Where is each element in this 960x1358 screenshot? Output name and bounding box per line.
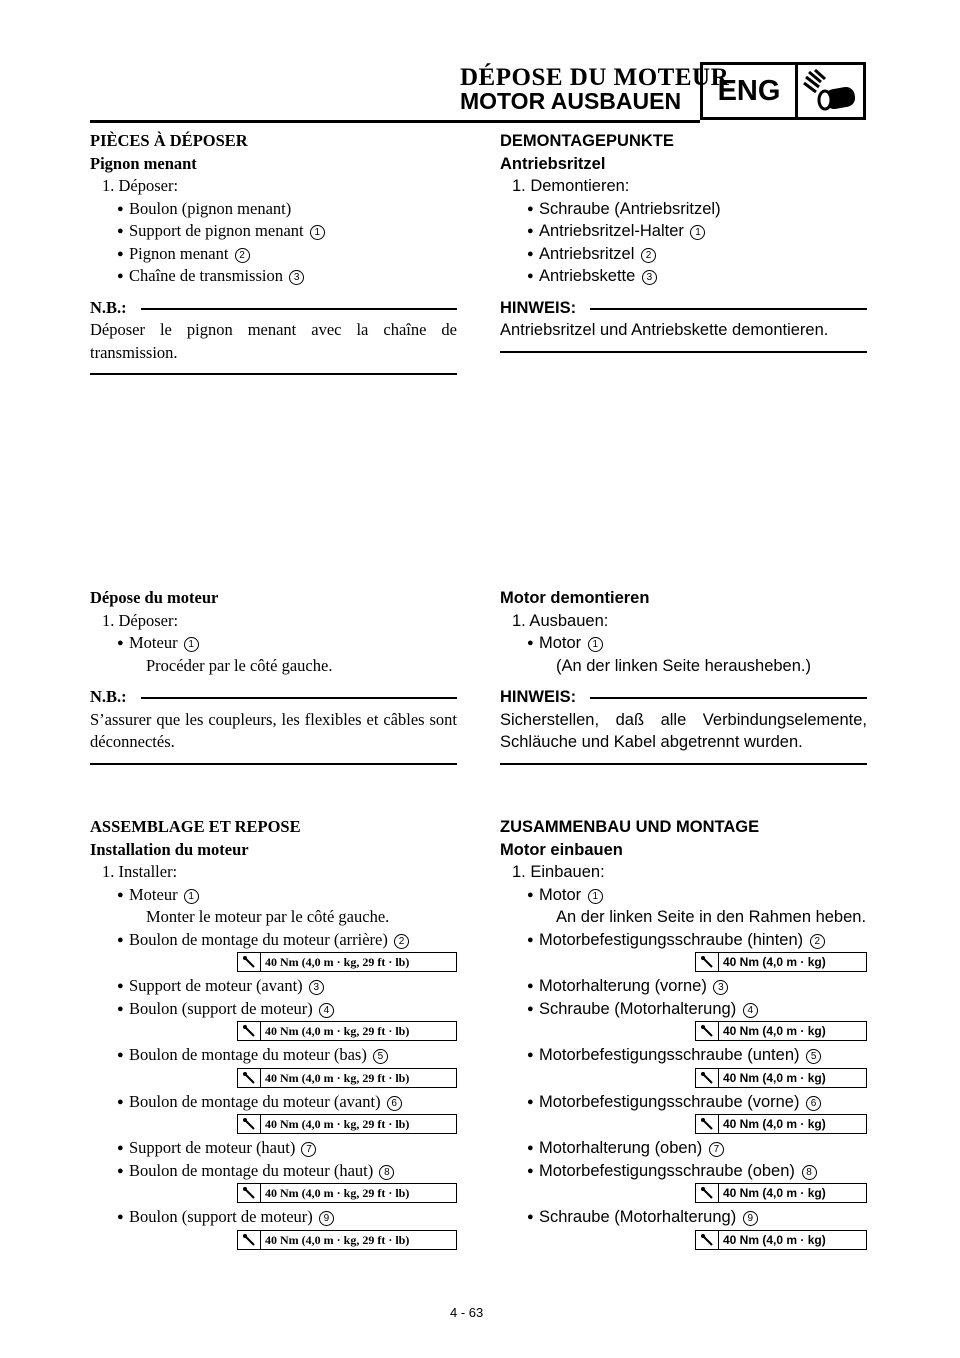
callout-number: 3 [289, 270, 304, 285]
list-item [90, 220, 457, 243]
torque-spec [500, 1183, 867, 1203]
torque-spec [500, 1114, 867, 1134]
list-item [500, 198, 867, 221]
torque-spec [90, 1114, 457, 1134]
callout-number: 5 [373, 1049, 388, 1064]
s2-de-step: 1. Ausbauen: [512, 611, 609, 630]
note-box [90, 297, 457, 376]
callout-number: 8 [379, 1165, 394, 1180]
list-item-text: Support de moteur (avant) [129, 976, 303, 995]
list-item [500, 884, 867, 907]
list-item-text: Chaîne de transmission [129, 266, 283, 285]
torque-value: 40 Nm (4,0 m · kg) [723, 1024, 826, 1038]
note-box [90, 686, 457, 765]
list-item-text: Boulon de montage du moteur (avant) [129, 1091, 381, 1111]
s1-fr-subheading: Pignon menant [90, 153, 197, 173]
list-item-text: Support de moteur (haut) [129, 1138, 296, 1157]
torque-wrench-icon [696, 1231, 719, 1249]
torque-wrench-icon [696, 1069, 719, 1087]
note-text: S’assurer que les coupleurs, les flexibles et câbles sont déconnectés. [90, 709, 457, 751]
torque-wrench-icon [696, 1115, 719, 1133]
torque-spec [90, 1021, 457, 1041]
s2-de-block [500, 587, 867, 765]
note-text: Déposer le pignon menant avec la chaîne de transmission. [90, 320, 457, 362]
s1-de-heading: DEMONTAGEPUNKTE [500, 132, 674, 150]
s3-fr-subheading: Installation du moteur [90, 839, 249, 859]
callout-number: 6 [387, 1096, 402, 1111]
list-item [90, 243, 457, 266]
callout-number: 5 [806, 1049, 821, 1064]
list-item [90, 929, 457, 952]
page-title-fr: DÉPOSE DU MOTEUR [460, 64, 730, 91]
s3-de-heading: ZUSAMMENBAU UND MONTAGE [500, 818, 760, 836]
list-item [90, 1044, 457, 1067]
note-end-rule [90, 763, 457, 765]
list-item-text: Motorhalterung (oben) [539, 1139, 703, 1157]
s3-de-step: 1. Einbauen: [512, 863, 605, 881]
note-end-rule [90, 373, 457, 375]
s3-fr-heading: ASSEMBLAGE ET REPOSE [90, 817, 301, 836]
s1-fr-step: 1. Déposer: [102, 176, 179, 195]
torque-value: 40 Nm (4,0 m · kg, 29 ft · lb) [265, 1024, 410, 1038]
callout-number: 2 [810, 934, 825, 949]
page-number: 4 - 63 [450, 1305, 484, 1320]
list-item [90, 198, 457, 221]
callout-number: 8 [802, 1165, 817, 1180]
callout-number: 3 [309, 980, 324, 995]
callout-number: 7 [301, 1142, 316, 1157]
list-item-text: Boulon (support de moteur) [129, 1207, 313, 1226]
list-item-text: Schraube (Motorhalterung) [539, 999, 737, 1018]
torque-value: 40 Nm (4,0 m · kg) [723, 1070, 826, 1085]
list-item-text: Boulon de montage du moteur (arrière) [129, 929, 388, 949]
list-item-continuation: Monter le moteur par le côté gauche. [146, 907, 390, 926]
list-item [90, 1160, 457, 1183]
list-item-text: Boulon (support de moteur) [129, 998, 313, 1018]
torque-wrench-icon [238, 1231, 261, 1249]
torque-spec [90, 1183, 457, 1203]
torque-wrench-icon [238, 1022, 261, 1040]
list-item-text: Motorbefestigungsschraube (oben) [539, 1161, 795, 1180]
note-box [500, 297, 867, 353]
list-item-continuation: Procéder par le côté gauche. [146, 655, 333, 675]
s2-fr-subheading: Dépose du moteur [90, 588, 219, 607]
torque-spec [500, 952, 867, 972]
note-label: HINWEIS: [500, 686, 867, 709]
list-item [500, 929, 867, 952]
s3-fr-step: 1. Installer: [102, 862, 178, 881]
list-item-text: Boulon de montage du moteur (bas) [129, 1045, 367, 1064]
torque-spec [90, 1230, 457, 1250]
torque-spec [500, 1230, 867, 1250]
torque-value: 40 Nm (4,0 m · kg) [723, 1186, 826, 1200]
callout-number: 2 [235, 248, 250, 263]
list-item [90, 1206, 457, 1229]
s1-fr-block [90, 130, 457, 375]
callout-number: 1 [588, 637, 603, 652]
list-item-text: Antriebsritzel [539, 244, 635, 263]
list-item [90, 1137, 457, 1160]
callout-number: 1 [184, 889, 199, 904]
note-end-rule [500, 763, 867, 765]
torque-spec [90, 1068, 457, 1088]
s3-de-subheading: Motor einbauen [500, 840, 623, 859]
torque-spec [500, 1068, 867, 1088]
list-item [500, 243, 867, 266]
page-title-de: MOTOR AUSBAUEN [460, 88, 682, 114]
callout-number: 1 [184, 637, 199, 652]
callout-number: 1 [588, 889, 603, 904]
note-label: HINWEIS: [500, 297, 867, 320]
torque-wrench-icon [238, 1069, 261, 1087]
list-item-text: Motor [539, 885, 582, 904]
list-item-text: Boulon (pignon menant) [129, 198, 292, 218]
list-item-text: Boulon de montage du moteur (haut) [129, 1160, 374, 1180]
callout-number: 4 [319, 1003, 334, 1018]
torque-wrench-icon [696, 1022, 719, 1040]
note-end-rule [500, 351, 867, 353]
torque-value: 40 Nm (4,0 m · kg, 29 ft · lb) [265, 1117, 410, 1131]
list-item-continuation: (An der linken Seite herausheben.) [556, 656, 811, 675]
s2-fr-block [90, 587, 457, 765]
s3-de-block [500, 816, 867, 1253]
list-item [500, 975, 867, 998]
list-item-text: Schraube (Motorhalterung) [539, 1208, 737, 1226]
note-label: N.B.: [90, 297, 457, 320]
list-item [500, 998, 867, 1021]
list-item-text: Pignon menant [129, 243, 229, 263]
torque-spec [500, 1021, 867, 1041]
s2-fr-step: 1. Déposer: [102, 610, 179, 630]
s3-fr-block [90, 816, 457, 1253]
list-item [500, 1137, 867, 1160]
list-item [90, 1091, 457, 1114]
torque-value: 40 Nm (4,0 m · kg, 29 ft · lb) [265, 1070, 410, 1085]
list-item-text: Motorbefestigungsschraube (vorne) [539, 1092, 800, 1111]
list-item-text: Schraube (Antriebsritzel) [539, 199, 721, 218]
list-item-text: Motor [539, 634, 582, 652]
torque-wrench-icon [238, 1184, 261, 1202]
note-label: N.B.: [90, 686, 457, 709]
engine-icon [798, 65, 863, 117]
s1-de-block [500, 130, 867, 353]
callout-number: 9 [743, 1211, 758, 1226]
list-item-text: Antriebskette [539, 267, 636, 285]
list-item [500, 632, 867, 655]
note-text: Antriebsritzel und Antriebskette demontieren. [500, 321, 829, 339]
s1-de-step: 1. Demontieren: [512, 177, 630, 195]
torque-value: 40 Nm (4,0 m · kg, 29 ft · lb) [265, 1186, 410, 1200]
list-item [500, 1044, 867, 1067]
torque-value: 40 Nm (4,0 m · kg, 29 ft · lb) [265, 955, 410, 969]
torque-value: 40 Nm (4,0 m · kg, 29 ft · lb) [265, 1232, 410, 1247]
s2-de-subheading: Motor demontieren [500, 589, 650, 607]
list-item [90, 975, 457, 998]
callout-number: 1 [690, 225, 705, 240]
list-item [500, 1206, 867, 1229]
torque-wrench-icon [696, 1184, 719, 1202]
torque-wrench-icon [238, 953, 261, 971]
callout-number: 1 [310, 225, 325, 240]
section-tag-label: ENG [703, 65, 798, 117]
list-item-text: Moteur [129, 884, 178, 904]
s1-fr-heading: PIÈCES À DÉPOSER [90, 131, 248, 150]
callout-number: 3 [642, 270, 657, 285]
callout-number: 3 [713, 980, 728, 995]
list-item-text: Moteur [129, 633, 178, 652]
callout-number: 6 [806, 1096, 821, 1111]
list-item [500, 265, 867, 288]
list-item [500, 1160, 867, 1183]
list-item [90, 632, 457, 655]
callout-number: 4 [743, 1003, 758, 1018]
callout-number: 7 [709, 1142, 724, 1157]
callout-number: 9 [319, 1211, 334, 1226]
s1-de-subheading: Antriebsritzel [500, 154, 606, 173]
list-item [500, 220, 867, 243]
callout-number: 2 [394, 934, 409, 949]
torque-value: 40 Nm (4,0 m · kg) [723, 1117, 826, 1131]
callout-number: 2 [641, 248, 656, 263]
torque-value: 40 Nm (4,0 m · kg) [723, 955, 826, 969]
torque-spec [90, 952, 457, 972]
list-item [90, 884, 457, 907]
list-item [500, 1091, 867, 1114]
header-rule [90, 120, 700, 123]
list-item-text: Motorbefestigungsschraube (unten) [539, 1046, 800, 1064]
list-item [90, 998, 457, 1021]
torque-wrench-icon [238, 1115, 261, 1133]
note-text: Sicherstellen, daß alle Verbindungselemente, Schläuche und Kabel abgetrennt wurden. [500, 710, 867, 751]
list-item-text: Motorhalterung (vorne) [539, 977, 707, 995]
torque-wrench-icon [696, 953, 719, 971]
torque-value: 40 Nm (4,0 m · kg) [723, 1232, 826, 1247]
list-item-continuation: An der linken Seite in den Rahmen heben. [556, 908, 867, 926]
list-item-text: Support de pignon menant [129, 221, 304, 240]
list-item-text: Motorbefestigungsschraube (hinten) [539, 930, 804, 949]
list-item-text: Antriebsritzel-Halter [539, 222, 684, 240]
list-item [90, 265, 457, 288]
note-box [500, 686, 867, 765]
section-tag [700, 62, 866, 120]
